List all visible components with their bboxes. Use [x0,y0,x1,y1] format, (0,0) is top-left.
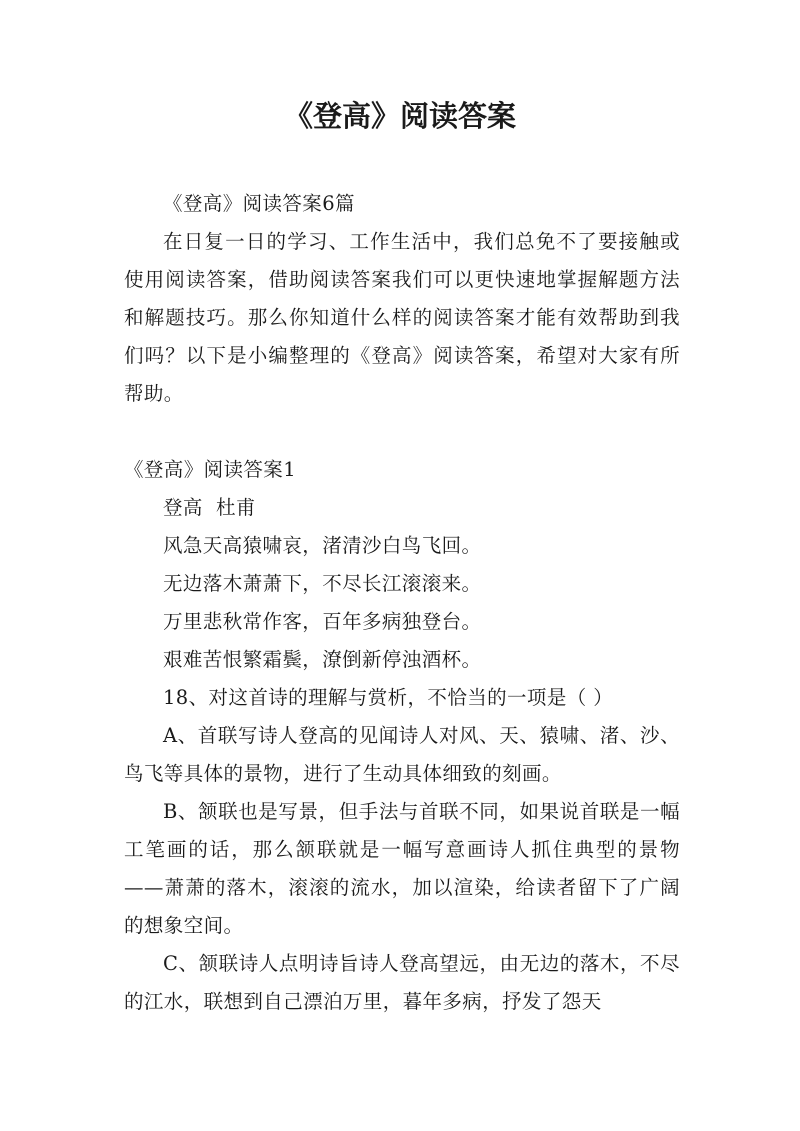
question-text: 18、对这首诗的理解与赏析，不恰当的一项是（ ） [163,686,614,709]
poem-line: 艰难苦恨繁霜鬓，潦倒新停浊酒杯。 [163,648,482,671]
option-b: B、颔联也是写景，但手法与首联不同，如果说首联是一幅工笔画的话，那么颔联就是一幅写意画诗人抓住典型的景物——萧萧的落木，滚滚的流水，加以渲染，给读者留下了广阔的想象空间。 [124,800,680,937]
document-title: 《登高》阅读答案 [283,99,516,133]
poem-line: 风急天高猿啸哀，渚清沙白鸟飞回。 [163,534,482,557]
intro-subtitle: 《登高》阅读答案6篇 [163,192,355,215]
section-heading: 《登高》阅读答案1 [124,458,297,481]
section-1 [124,451,680,1021]
option-a: A、首联写诗人登高的见闻诗人对风、天、猿啸、渚、沙、鸟飞等具体的景物，进行了生动具体细致的刻画。 [124,724,680,785]
intro-paragraph: 在日复一日的学习、工作生活中，我们总免不了要接触或使用阅读答案，借助阅读答案我们可以更快速地掌握解题方法和解题技巧。那么你知道什么样的阅读答案才能有效帮助到我们吗？以下是小编整理的《登高》阅读答案，希望对大家有所帮助。 [124,230,680,405]
poem-line: 万里悲秋常作客，百年多病独登台。 [163,610,482,633]
option-c: C、颔联诗人点明诗旨诗人登高望远，由无边的落木，不尽的江水，联想到自己漂泊万里，暮年多病，抒发了怨天 [124,952,680,1013]
intro-block [124,185,680,413]
poem-line: 无边落木萧萧下，不尽长江滚滚来。 [163,572,482,595]
poem-title: 登高 杜甫 [163,496,256,519]
